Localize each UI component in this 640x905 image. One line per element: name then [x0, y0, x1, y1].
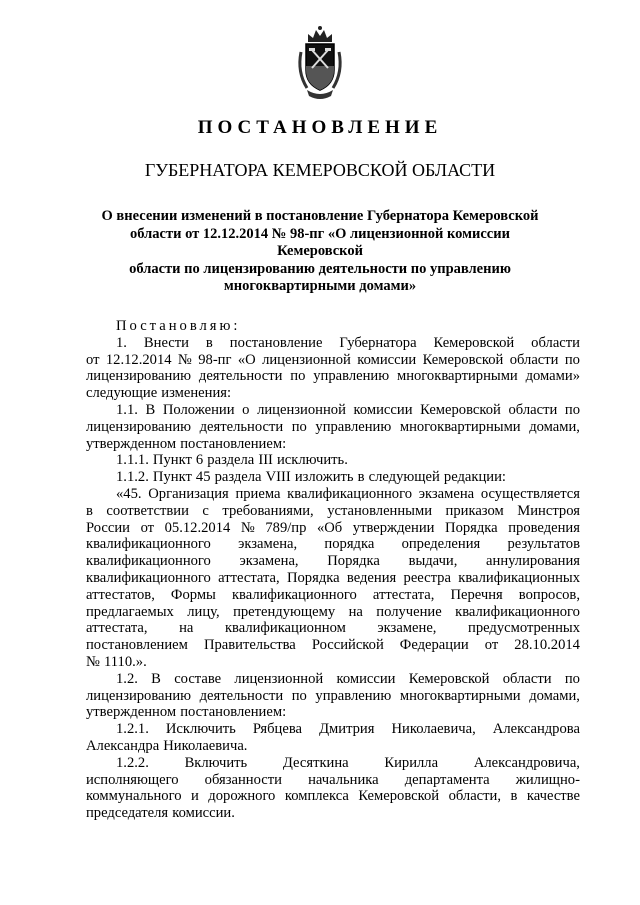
body-word: лицензионной [234, 670, 324, 687]
body-word: экзамена [418, 485, 475, 502]
body-line [86, 335, 580, 352]
title-line: области по лицензированию деятельности по управлению [129, 260, 511, 277]
body-word: по [564, 670, 580, 687]
body-line [86, 452, 580, 469]
body-word: с [202, 502, 209, 519]
body-word: Российской [311, 637, 384, 654]
body-word: аттестатов, [86, 586, 155, 603]
title-line: области от 12.12.2014 № 98-пг «О лицензионной комиссии Кемеровской [130, 225, 510, 259]
body-word: реестра [403, 569, 451, 586]
body-line [86, 604, 580, 621]
body-word: 1.2.2. [116, 754, 149, 771]
body-word: постановлением: [180, 435, 287, 452]
body-word: редакции: [443, 469, 506, 486]
body-word: Николаевича. [163, 737, 248, 754]
body-word: качестве [526, 788, 580, 805]
body-word: В [145, 401, 156, 418]
body-word: экзамене, [377, 620, 437, 637]
body-word: квалификационных [458, 569, 580, 586]
body-word: установленными [327, 502, 433, 519]
body-word: осуществляется [480, 485, 580, 502]
body-line [86, 654, 580, 671]
body-word: Порядка [445, 519, 498, 536]
body-word: комплекса [284, 788, 349, 805]
body-word: 1.2. [116, 670, 138, 687]
body-word: управлению [315, 418, 392, 435]
body-word: порядка [324, 536, 375, 553]
body-word: предлагаемых [86, 603, 174, 620]
body-word: и [191, 788, 199, 805]
body-word: изменения: [161, 385, 232, 402]
body-word: Николаевича, [391, 721, 476, 738]
body-word: от [86, 351, 100, 368]
body-line [86, 520, 580, 537]
body-word: комиссии [353, 401, 413, 418]
body-word: по [564, 401, 580, 418]
body-word: следующей [368, 469, 440, 486]
body-word: квалификационного [86, 553, 211, 570]
body-word: утвержденном [86, 704, 177, 721]
body-word: постановлением [86, 637, 188, 654]
body-word: комиссии. [172, 805, 235, 822]
body-word: многоквартирными [399, 687, 521, 704]
body-word: составе [174, 670, 222, 687]
body-word: 12.12.2014 [105, 351, 172, 368]
body-word: лицензионной [262, 351, 351, 368]
body-word: следующие [86, 385, 158, 402]
body-word: Кемеровской [422, 351, 504, 368]
body-word: квалификационного [86, 536, 211, 553]
body-word: России [86, 519, 130, 536]
body-word: Организация [148, 485, 229, 502]
body-word: в [86, 502, 93, 519]
body-word: утвержденном [86, 435, 177, 452]
body-word: 05.12.2014 [164, 519, 231, 536]
body-word: 28.10.2014 [514, 637, 580, 654]
body-word: Перечня [450, 586, 503, 603]
body-word: VIII [265, 469, 291, 486]
body-word: жилищно- [515, 771, 580, 788]
body-word: III [258, 452, 273, 469]
body-word: исполняющего [86, 771, 179, 788]
body-word: постановление [229, 334, 323, 351]
body-word: Правительства [203, 637, 296, 654]
body-word: В [151, 670, 161, 687]
body-word: Губернатора [339, 334, 417, 351]
body-word: лицензированию [86, 368, 192, 385]
body-word: выдачи, [408, 553, 458, 570]
body-line [86, 587, 580, 604]
document-body [86, 318, 580, 822]
body-word: Формы [170, 586, 216, 603]
body-word: 1110.». [104, 653, 147, 670]
body-word: квалификационного [86, 569, 211, 586]
body-word: о [242, 401, 250, 418]
body-word: Федерации [399, 637, 469, 654]
body-line [86, 402, 580, 419]
body-word: комиссии [336, 670, 396, 687]
body-line [86, 486, 580, 503]
body-word: изложить [294, 469, 354, 486]
title-line: О внесении изменений в постановление Губернатора Кемеровской [101, 208, 539, 224]
body-word: предусмотренных [468, 620, 580, 637]
body-line [86, 620, 580, 637]
body-line [86, 436, 580, 453]
body-word: Александрова [492, 721, 580, 738]
body-word: обязанности [204, 771, 282, 788]
body-word: Включить [184, 754, 248, 771]
body-word: в [357, 469, 365, 486]
body-word: Исключить [165, 721, 236, 738]
body-word: Кемеровской [420, 401, 501, 418]
body-word: 1.2.1. [116, 721, 149, 738]
body-word: получение [376, 603, 442, 620]
body-word: по [290, 368, 306, 385]
body-word: вопросов, [518, 586, 580, 603]
body-line [86, 368, 580, 385]
body-line [86, 738, 580, 755]
body-word: лицензированию [86, 687, 192, 704]
document-title [90, 208, 550, 296]
body-word: Порядка [286, 569, 340, 586]
body-word: председателя [86, 805, 169, 822]
body-line [86, 385, 580, 402]
body-word: домами, [529, 687, 580, 704]
body-word: Минстроя [517, 502, 580, 519]
body-word: Кемеровской [433, 334, 515, 351]
body-line [86, 704, 580, 721]
body-word: аттестата, [218, 569, 280, 586]
body-word: по [291, 418, 307, 435]
body-word: № [240, 519, 255, 536]
body-word: в [205, 334, 213, 351]
body-word: претендующему [233, 603, 336, 620]
body-word: Десяткина [282, 754, 349, 771]
body-word: Внести [143, 334, 189, 351]
body-word: лицу, [187, 603, 220, 620]
body-word: приема [235, 485, 281, 502]
body-line [86, 688, 580, 705]
body-word: 45 [195, 469, 211, 486]
body-word: № [177, 351, 192, 368]
body-line [86, 671, 580, 688]
body-word: 98-пг [198, 351, 232, 368]
body-word: 1. [116, 334, 127, 351]
body-word: «О [237, 351, 256, 368]
body-word: Кемеровской [408, 670, 490, 687]
body-word: № [86, 653, 100, 670]
body-line [86, 536, 580, 553]
body-line [86, 570, 580, 587]
body-word: экзамена, [239, 553, 299, 570]
body-word: Пункт [152, 469, 192, 486]
body-word: области, [448, 788, 501, 805]
body-word: утверждении [352, 519, 435, 536]
body-line [86, 788, 580, 805]
body-word: соответствии [106, 502, 189, 519]
body-line [86, 553, 580, 570]
body-word: от [484, 637, 499, 654]
body-word: начальника [308, 771, 379, 788]
body-word: аттестата, [86, 620, 148, 637]
body-word: домами, [529, 418, 580, 435]
body-word: определения [401, 536, 481, 553]
body-word: Рябцева [252, 721, 303, 738]
title-line: многоквартирными домами» [223, 278, 417, 294]
body-word: Постановляю: [116, 318, 241, 334]
body-word: квалификационного [231, 586, 357, 603]
body-word: многоквартирными [396, 368, 518, 385]
body-word: деятельности [199, 687, 284, 704]
body-word: экзамена, [238, 536, 298, 553]
body-word: комиссии [357, 351, 417, 368]
body-word: приказом [445, 502, 504, 519]
body-word: 789/пр [265, 519, 307, 536]
body-line [86, 419, 580, 436]
body-word: управлению [315, 687, 392, 704]
body-word: ведения [346, 569, 397, 586]
body-word: 6 [195, 452, 204, 469]
body-word: в [510, 788, 518, 805]
body-line [86, 503, 580, 520]
body-word: Кемеровской [358, 788, 440, 805]
body-word: исключить. [277, 452, 348, 469]
body-word: раздела [214, 469, 262, 486]
body-word: 1.1. [116, 401, 138, 418]
body-word: на [179, 620, 194, 637]
body-word: квалификационного [287, 485, 413, 502]
body-word: аннулирования [486, 553, 580, 570]
body-word: 1.1.2. [116, 469, 149, 486]
body-word: области [509, 351, 559, 368]
document-type-heading: ПОСТАНОВЛЕНИЕ [197, 117, 443, 138]
body-word: требованиями, [222, 502, 314, 519]
body-word: деятельности [198, 368, 283, 385]
body-word: департамента [404, 771, 490, 788]
body-word: Порядка [327, 553, 380, 570]
coat-of-arms-icon [295, 22, 345, 102]
body-word: области [508, 401, 558, 418]
body-line [86, 772, 580, 789]
body-word: Александровича, [473, 754, 580, 771]
body-word: проведения [508, 519, 580, 536]
body-word: постановлением: [180, 704, 287, 721]
body-word: 1.1.1. [116, 452, 149, 469]
body-word: квалификационном [224, 620, 346, 637]
body-word: лицензионной [257, 401, 346, 418]
body-word: управлению [313, 368, 390, 385]
body-word: Кирилла [384, 754, 439, 771]
body-word: по [291, 687, 307, 704]
body-word: области [531, 334, 580, 351]
body-word: домами» [525, 368, 580, 385]
body-word: по [564, 351, 580, 368]
body-word: коммунального [86, 788, 182, 805]
body-word: на [348, 603, 363, 620]
body-word: деятельности [199, 418, 284, 435]
body-word: дорожного [208, 788, 276, 805]
body-line [86, 805, 580, 822]
body-word: аттестата, [372, 586, 435, 603]
body-line [86, 721, 580, 738]
body-line [86, 755, 580, 772]
body-word: «Об [316, 519, 343, 536]
body-word: раздела [207, 452, 255, 469]
body-word: Александра [86, 737, 160, 754]
body-word: области [502, 670, 552, 687]
document-issuer-heading: ГУБЕРНАТОРА КЕМЕРОВСКОЙ ОБЛАСТИ [144, 160, 496, 180]
body-line [86, 469, 580, 486]
body-word: от [140, 519, 155, 536]
body-word: Пункт [152, 452, 192, 469]
body-word: «45. [116, 485, 142, 502]
body-word: многоквартирными [399, 418, 521, 435]
body-word: результатов [507, 536, 580, 553]
body-line [86, 318, 580, 335]
body-word: квалификационного [455, 603, 580, 620]
body-word: лицензированию [86, 418, 192, 435]
body-line [86, 637, 580, 654]
body-word: Дмитрия [319, 721, 375, 738]
body-line [86, 352, 580, 369]
body-word: Положении [162, 401, 235, 418]
